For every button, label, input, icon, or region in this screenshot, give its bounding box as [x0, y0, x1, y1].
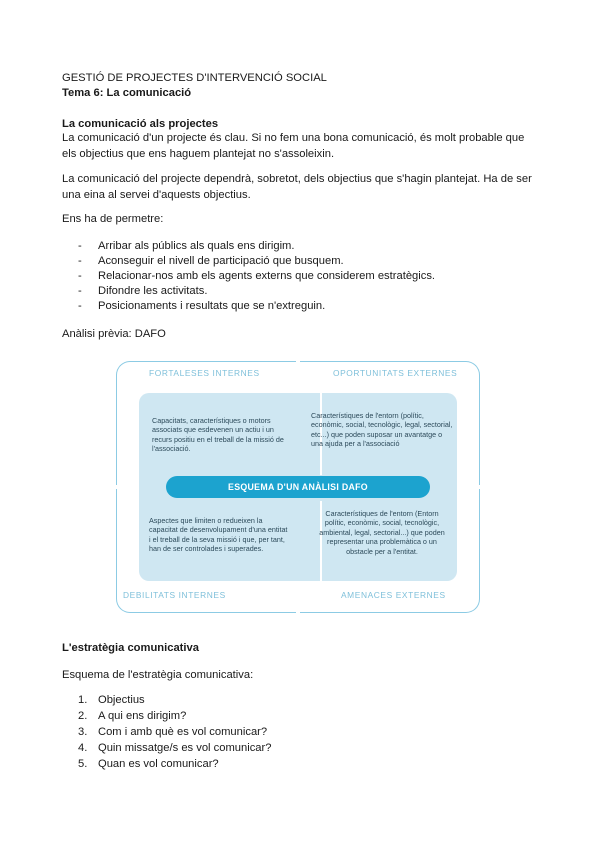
list-item: 1. Objectius	[78, 694, 145, 706]
list-item: 5. Quan es vol comunicar?	[78, 758, 219, 770]
list-item: - Aconseguir el nivell de participació que busquem.	[78, 255, 344, 267]
list-item: - Posicionaments i resultats que se n'extreguin.	[78, 300, 326, 312]
paragraph-1: La comunicació d'un projecte és clau. Si no fem una bona comunicació, és molt probable que els objectius que ens haguem plantejat no s'assoleixin.	[62, 132, 525, 160]
list-item: 4. Quin missatge/s es vol comunicar?	[78, 742, 272, 754]
section-heading-estrategia: L'estratègia comunicativa	[62, 642, 199, 654]
list-item: - Arribar als públics als quals ens dirigim.	[78, 240, 295, 252]
dafo-diagram	[116, 361, 480, 613]
list-item: - Difondre les activitats.	[78, 285, 208, 297]
dafo-label: Anàlisi prèvia: DAFO	[62, 328, 166, 340]
paragraph-2: La comunicació del projecte dependrà, sobretot, dels objectius que s'hagin plantejat. Ha de ser una eina al servei d'aquests objectius.	[62, 173, 532, 201]
list-item: 3. Com i amb què es vol comunicar?	[78, 726, 268, 738]
strategy-intro: Esquema de l'estratègia comunicativa:	[62, 669, 254, 681]
amenaces-text: Característiques de l'entorn (Entorn polític, econòmic, social, tecnològic, ambiental, legal, sectorial...) que poden representar una problemàtica o un obstacle per a l'entitat.	[319, 509, 445, 556]
oportunitats-text: Característiques de l'entorn (polític, econòmic, social, tecnològic, legal, sectorial, etc...) que poden suposar un avantatge o una ajuda per a l'associació	[311, 411, 453, 449]
course-title: GESTIÓ DE PROJECTES D'INTERVENCIÓ SOCIAL	[62, 72, 327, 84]
dafo-center-band: ESQUEMA D'UN ANÀLISI DAFO	[166, 476, 430, 498]
list-item: - Relacionar-nos amb els agents externs que considerem estratègics.	[78, 270, 436, 282]
section-heading-comunicacio: La comunicació als projectes	[62, 118, 219, 130]
label-fortaleses: FORTALESES INTERNES	[146, 368, 263, 378]
list-item: 2. A qui ens dirigim?	[78, 710, 187, 722]
topic-title: Tema 6: La comunicació	[62, 87, 192, 99]
fortaleses-text: Capacitats, característiques o motors associats que esdevenen un actiu i un recurs positiu en el treball de la missió de l'associació.	[152, 416, 284, 454]
list-intro: Ens ha de permetre:	[62, 213, 164, 225]
label-amenaces: AMENACES EXTERNES	[338, 590, 449, 600]
debilitats-text: Aspectes que limiten o redueixen la capacitat de desenvolupament d'una entitat i el treball de la seva missió i que, per tant, han de ser controlades i superades.	[149, 516, 288, 554]
label-debilitats: DEBILITATS INTERNES	[120, 590, 229, 600]
label-oportunitats: OPORTUNITATS EXTERNES	[330, 368, 460, 378]
